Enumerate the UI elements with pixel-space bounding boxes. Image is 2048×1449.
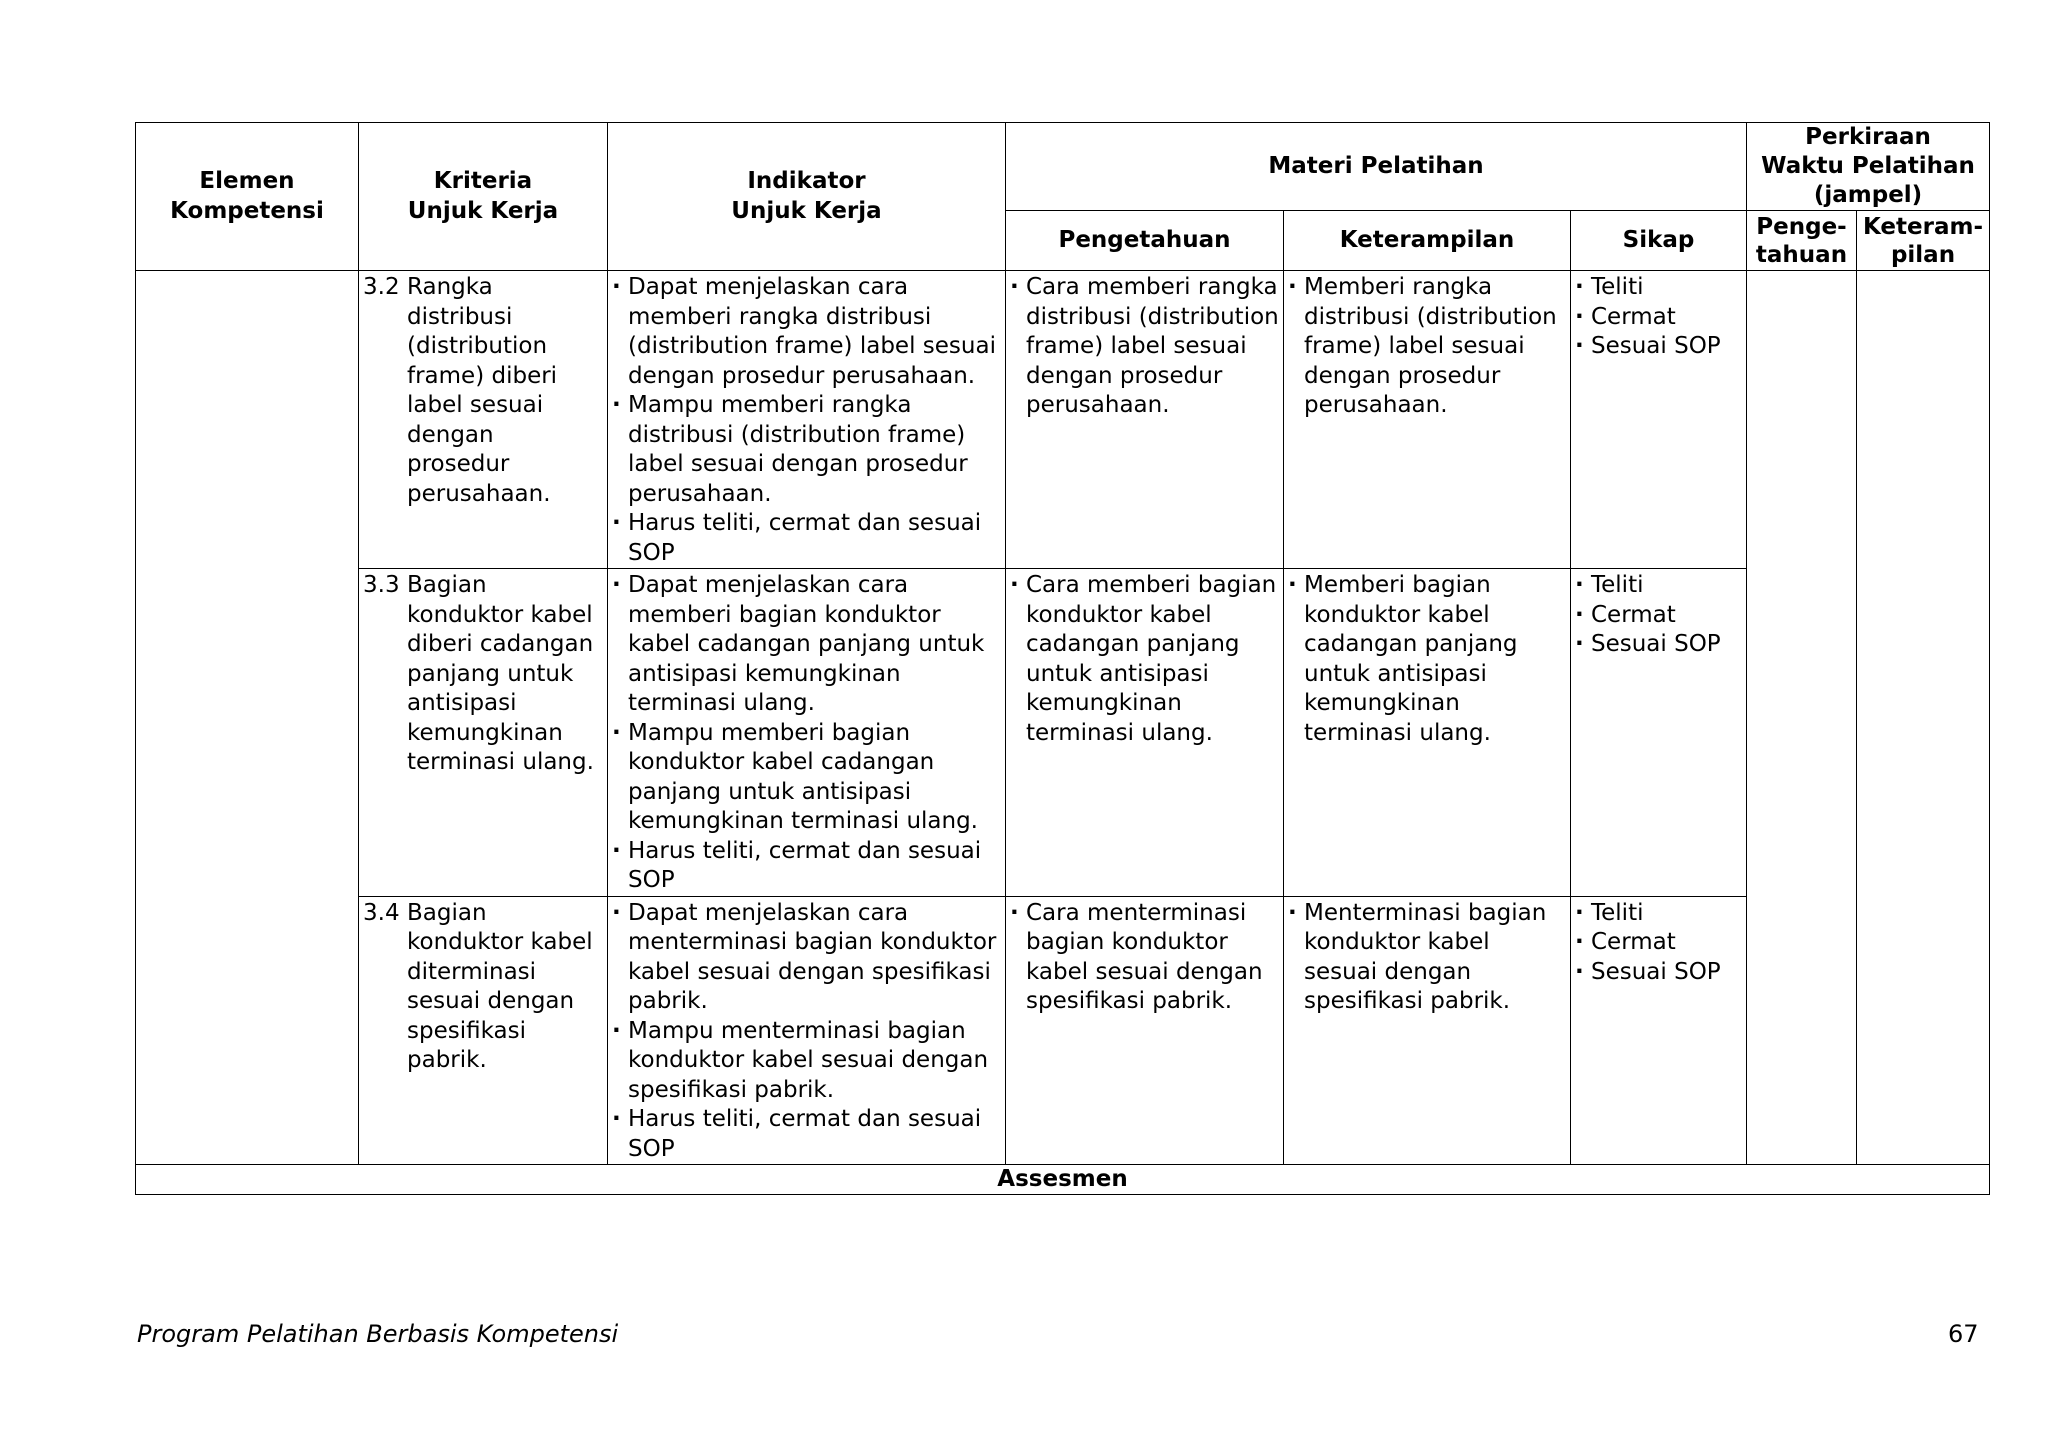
elemen-cell [136,271,359,1165]
pengetahuan-cell: · Cara memberi bagian konduktor kabel cadangan panjang untuk antisipasi kemungkinan terminasi ulang. [1006,569,1284,897]
header-keteram: Keteram- pilan [1857,211,1990,271]
assesmen-row: Assesmen [136,1165,1990,1195]
header-penge: Penge- tahuan [1747,211,1857,271]
table-row [136,896,1990,1165]
header-perkiraan: Perkiraan Waktu Pelatihan (jampel) [1747,123,1990,211]
sikap-cell: · Teliti · Cermat · Sesuai SOP [1571,569,1747,897]
competency-table [135,122,1990,1195]
keterampilan-cell: · Memberi bagian konduktor kabel cadangan panjang untuk antisipasi kemungkinan terminasi ulang. [1284,569,1571,897]
pengetahuan-cell: · Cara menterminasi bagian konduktor kabel sesuai dengan spesifikasi pabrik. [1006,896,1284,1165]
penge-time-cell [1747,271,1857,1165]
header-materi: Materi Pelatihan [1006,123,1747,211]
kriteria-cell: 3.4 Bagian konduktor kabel diterminasi sesuai dengan spesifikasi pabrik. [359,896,608,1165]
footer-title: Program Pelatihan Berbasis Kompetensi [137,1320,619,1348]
header-indikator: Indikator Unjuk Kerja [608,123,1006,271]
kriteria-cell: 3.3 Bagian konduktor kabel diberi cadangan panjang untuk antisipasi kemungkinan terminasi ulang. [359,569,608,897]
sikap-cell: · Teliti · Cermat · Sesuai SOP [1571,271,1747,569]
header-pengetahuan: Pengetahuan [1006,211,1284,271]
table-row [136,569,1990,897]
header-sikap: Sikap [1571,211,1747,271]
keterampilan-cell: · Memberi rangka distribusi (distribution frame) label sesuai dengan prosedur perusahaan. [1284,271,1571,569]
header-keterampilan: Keterampilan [1284,211,1571,271]
header-elemen: Elemen Kompetensi [136,123,359,271]
sikap-cell: · Teliti · Cermat · Sesuai SOP [1571,896,1747,1165]
page-number: 67 [1948,1320,1979,1348]
indikator-cell: · Dapat menjelaskan cara memberi rangka distribusi (distribution frame) label sesuai dengan prosedur perusahaan. · Mampu memberi rangka distribusi (distribution frame) label sesuai dengan prosedur perusahaan. · Harus teliti, cermat dan sesuai SOP [608,271,1006,569]
header-kriteria: Kriteria Unjuk Kerja [359,123,608,271]
pengetahuan-cell: · Cara memberi rangka distribusi (distribution frame) label sesuai dengan prosedur perusahaan. [1006,271,1284,569]
keterampilan-cell: · Menterminasi bagian konduktor kabel sesuai dengan spesifikasi pabrik. [1284,896,1571,1165]
keteram-time-cell [1857,271,1990,1165]
indikator-cell: · Dapat menjelaskan cara memberi bagian konduktor kabel cadangan panjang untuk antisipasi kemungkinan terminasi ulang. · Mampu memberi bagian konduktor kabel cadangan panjang untuk antisipasi kemungkinan terminasi ulang. · Harus teliti, cermat dan sesuai SOP [608,569,1006,897]
kriteria-cell: 3.2 Rangka distribusi (distribution frame) diberi label sesuai dengan prosedur perusahaan. [359,271,608,569]
table-row [136,271,1990,569]
indikator-cell: · Dapat menjelaskan cara menterminasi bagian konduktor kabel sesuai dengan spesifikasi pabrik. · Mampu menterminasi bagian konduktor kabel sesuai dengan spesifikasi pabrik. · Harus teliti, cermat dan sesuai SOP [608,896,1006,1165]
